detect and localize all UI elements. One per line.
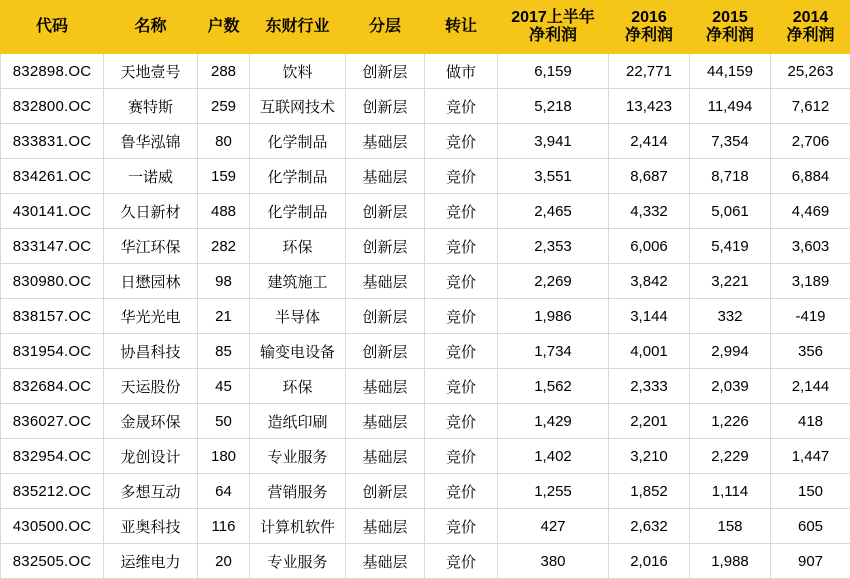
cell-p2014: 907	[771, 544, 850, 579]
cell-name: 亚奥科技	[104, 509, 198, 544]
cell-code: 832898.OC	[1, 54, 104, 89]
cell-p2014: 605	[771, 509, 850, 544]
cell-p2016: 2,016	[609, 544, 690, 579]
cell-p2015: 1,226	[690, 404, 771, 439]
cell-hold: 180	[198, 439, 250, 474]
cell-p2016: 1,852	[609, 474, 690, 509]
cell-trans: 竞价	[425, 404, 498, 439]
cell-p2017: 2,269	[498, 264, 609, 299]
cell-ind: 半导体	[250, 299, 346, 334]
cell-code: 832954.OC	[1, 439, 104, 474]
cell-p2014: 418	[771, 404, 850, 439]
cell-ind: 饮料	[250, 54, 346, 89]
cell-p2017: 1,429	[498, 404, 609, 439]
cell-ind: 环保	[250, 369, 346, 404]
cell-p2014: 2,144	[771, 369, 850, 404]
cell-hold: 20	[198, 544, 250, 579]
cell-trans: 竞价	[425, 509, 498, 544]
cell-p2017: 1,562	[498, 369, 609, 404]
cell-code: 836027.OC	[1, 404, 104, 439]
cell-tier: 基础层	[346, 124, 425, 159]
cell-trans: 竞价	[425, 544, 498, 579]
cell-p2015: 3,221	[690, 264, 771, 299]
cell-p2014: 2,706	[771, 124, 850, 159]
cell-trans: 竞价	[425, 299, 498, 334]
cell-code: 832800.OC	[1, 89, 104, 124]
cell-p2017: 3,941	[498, 124, 609, 159]
column-header-tier	[346, 1, 425, 54]
cell-ind: 造纸印刷	[250, 404, 346, 439]
cell-p2015: 8,718	[690, 159, 771, 194]
cell-tier: 基础层	[346, 369, 425, 404]
column-header-p2015	[690, 1, 771, 54]
cell-p2016: 2,201	[609, 404, 690, 439]
cell-p2014: 7,612	[771, 89, 850, 124]
column-header-line: 分层	[346, 18, 424, 36]
column-header-line: 2016	[609, 9, 689, 27]
cell-trans: 竞价	[425, 159, 498, 194]
cell-ind: 专业服务	[250, 439, 346, 474]
cell-hold: 85	[198, 334, 250, 369]
table-row	[1, 369, 850, 404]
cell-hold: 488	[198, 194, 250, 229]
table-row	[1, 54, 850, 89]
cell-code: 430500.OC	[1, 509, 104, 544]
table-row	[1, 439, 850, 474]
column-header-trans	[425, 1, 498, 54]
cell-name: 龙创设计	[104, 439, 198, 474]
column-header-code	[1, 1, 104, 54]
cell-ind: 化学制品	[250, 124, 346, 159]
cell-p2017: 2,353	[498, 229, 609, 264]
cell-trans: 竞价	[425, 439, 498, 474]
cell-p2015: 1,988	[690, 544, 771, 579]
cell-trans: 竞价	[425, 474, 498, 509]
cell-name: 天运股份	[104, 369, 198, 404]
table-row	[1, 404, 850, 439]
cell-code: 831954.OC	[1, 334, 104, 369]
cell-trans: 做市	[425, 54, 498, 89]
cell-hold: 259	[198, 89, 250, 124]
column-header-p2014	[771, 1, 850, 54]
cell-p2014: 3,189	[771, 264, 850, 299]
cell-p2017: 5,218	[498, 89, 609, 124]
cell-p2017: 380	[498, 544, 609, 579]
column-header-line: 净利润	[771, 27, 850, 45]
column-header-p2016	[609, 1, 690, 54]
table-row	[1, 159, 850, 194]
table-row	[1, 229, 850, 264]
cell-p2016: 2,632	[609, 509, 690, 544]
cell-code: 834261.OC	[1, 159, 104, 194]
cell-code: 838157.OC	[1, 299, 104, 334]
cell-p2016: 3,210	[609, 439, 690, 474]
cell-tier: 创新层	[346, 334, 425, 369]
cell-p2017: 1,734	[498, 334, 609, 369]
cell-name: 华江环保	[104, 229, 198, 264]
cell-trans: 竞价	[425, 194, 498, 229]
cell-hold: 45	[198, 369, 250, 404]
cell-p2016: 3,842	[609, 264, 690, 299]
cell-name: 华光光电	[104, 299, 198, 334]
cell-ind: 互联网技术	[250, 89, 346, 124]
cell-p2015: 44,159	[690, 54, 771, 89]
cell-tier: 创新层	[346, 474, 425, 509]
cell-name: 多想互动	[104, 474, 198, 509]
cell-hold: 288	[198, 54, 250, 89]
cell-ind: 建筑施工	[250, 264, 346, 299]
column-header-name	[104, 1, 198, 54]
cell-name: 久日新材	[104, 194, 198, 229]
cell-ind: 营销服务	[250, 474, 346, 509]
cell-tier: 创新层	[346, 194, 425, 229]
column-header-line: 户数	[198, 18, 249, 36]
cell-trans: 竞价	[425, 229, 498, 264]
cell-code: 430141.OC	[1, 194, 104, 229]
cell-p2015: 158	[690, 509, 771, 544]
cell-p2015: 5,061	[690, 194, 771, 229]
cell-tier: 创新层	[346, 229, 425, 264]
cell-p2015: 7,354	[690, 124, 771, 159]
column-header-line: 净利润	[609, 27, 689, 45]
cell-ind: 化学制品	[250, 159, 346, 194]
header-row	[1, 1, 850, 54]
cell-name: 一诺威	[104, 159, 198, 194]
cell-name: 鲁华泓锦	[104, 124, 198, 159]
cell-name: 日懋园林	[104, 264, 198, 299]
cell-ind: 计算机软件	[250, 509, 346, 544]
cell-p2017: 6,159	[498, 54, 609, 89]
cell-p2016: 6,006	[609, 229, 690, 264]
cell-ind: 专业服务	[250, 544, 346, 579]
column-header-line: 名称	[104, 18, 197, 36]
cell-hold: 50	[198, 404, 250, 439]
cell-p2017: 427	[498, 509, 609, 544]
cell-tier: 创新层	[346, 299, 425, 334]
cell-p2016: 8,687	[609, 159, 690, 194]
cell-code: 830980.OC	[1, 264, 104, 299]
column-header-ind	[250, 1, 346, 54]
table-row	[1, 124, 850, 159]
table-row	[1, 334, 850, 369]
column-header-line: 东财行业	[250, 18, 345, 36]
cell-p2017: 1,402	[498, 439, 609, 474]
cell-p2015: 2,039	[690, 369, 771, 404]
cell-trans: 竞价	[425, 334, 498, 369]
cell-code: 832505.OC	[1, 544, 104, 579]
column-header-line: 2015	[690, 9, 770, 27]
table-row	[1, 544, 850, 579]
cell-p2015: 2,994	[690, 334, 771, 369]
cell-name: 运维电力	[104, 544, 198, 579]
table-row	[1, 264, 850, 299]
cell-p2014: 4,469	[771, 194, 850, 229]
column-header-line: 2014	[771, 9, 850, 27]
table-row	[1, 509, 850, 544]
cell-hold: 159	[198, 159, 250, 194]
cell-trans: 竞价	[425, 124, 498, 159]
cell-hold: 98	[198, 264, 250, 299]
cell-p2014: 6,884	[771, 159, 850, 194]
cell-p2014: 25,263	[771, 54, 850, 89]
cell-p2015: 11,494	[690, 89, 771, 124]
cell-tier: 基础层	[346, 509, 425, 544]
cell-hold: 80	[198, 124, 250, 159]
cell-tier: 创新层	[346, 54, 425, 89]
cell-p2015: 332	[690, 299, 771, 334]
cell-hold: 21	[198, 299, 250, 334]
cell-tier: 基础层	[346, 439, 425, 474]
cell-code: 833147.OC	[1, 229, 104, 264]
cell-ind: 化学制品	[250, 194, 346, 229]
cell-p2017: 1,986	[498, 299, 609, 334]
cell-tier: 基础层	[346, 264, 425, 299]
cell-tier: 基础层	[346, 404, 425, 439]
cell-p2016: 4,332	[609, 194, 690, 229]
cell-p2015: 1,114	[690, 474, 771, 509]
column-header-line: 代码	[1, 18, 103, 36]
cell-code: 832684.OC	[1, 369, 104, 404]
table-header	[1, 1, 850, 54]
cell-code: 835212.OC	[1, 474, 104, 509]
cell-p2014: 150	[771, 474, 850, 509]
cell-tier: 基础层	[346, 544, 425, 579]
cell-p2014: 1,447	[771, 439, 850, 474]
cell-p2014: -419	[771, 299, 850, 334]
cell-p2014: 3,603	[771, 229, 850, 264]
table-row	[1, 194, 850, 229]
cell-ind: 环保	[250, 229, 346, 264]
cell-ind: 输变电设备	[250, 334, 346, 369]
cell-name: 协昌科技	[104, 334, 198, 369]
cell-hold: 282	[198, 229, 250, 264]
cell-tier: 创新层	[346, 89, 425, 124]
table-row	[1, 299, 850, 334]
table-row	[1, 474, 850, 509]
cell-p2016: 4,001	[609, 334, 690, 369]
column-header-hold	[198, 1, 250, 54]
column-header-line: 净利润	[690, 27, 770, 45]
cell-trans: 竞价	[425, 264, 498, 299]
cell-p2017: 3,551	[498, 159, 609, 194]
table-body	[1, 54, 850, 579]
cell-trans: 竞价	[425, 369, 498, 404]
column-header-line: 净利润	[498, 27, 608, 45]
column-header-p2017	[498, 1, 609, 54]
cell-p2015: 2,229	[690, 439, 771, 474]
cell-tier: 基础层	[346, 159, 425, 194]
cell-p2016: 13,423	[609, 89, 690, 124]
table-row	[1, 89, 850, 124]
cell-code: 833831.OC	[1, 124, 104, 159]
cell-p2014: 356	[771, 334, 850, 369]
cell-p2016: 2,414	[609, 124, 690, 159]
column-header-line: 转让	[425, 18, 497, 36]
cell-p2015: 5,419	[690, 229, 771, 264]
cell-name: 天地壹号	[104, 54, 198, 89]
cell-hold: 116	[198, 509, 250, 544]
cell-trans: 竞价	[425, 89, 498, 124]
cell-p2016: 22,771	[609, 54, 690, 89]
cell-p2016: 3,144	[609, 299, 690, 334]
column-header-line: 2017上半年	[498, 9, 608, 27]
cell-name: 赛特斯	[104, 89, 198, 124]
cell-name: 金晟环保	[104, 404, 198, 439]
cell-hold: 64	[198, 474, 250, 509]
cell-p2017: 2,465	[498, 194, 609, 229]
cell-p2016: 2,333	[609, 369, 690, 404]
cell-p2017: 1,255	[498, 474, 609, 509]
